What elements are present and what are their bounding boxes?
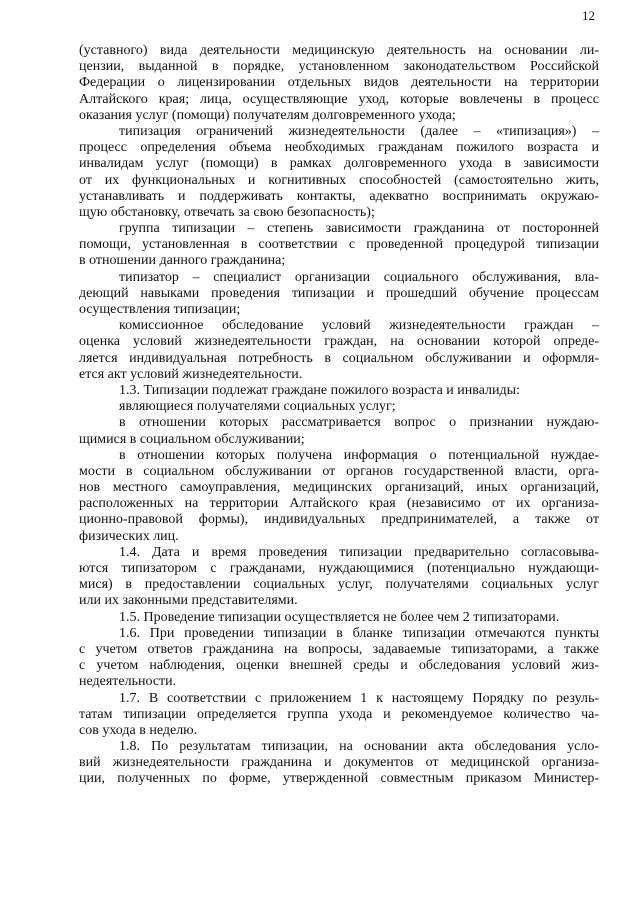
text-line: в отношении данного гражданина;	[79, 253, 286, 269]
text-line: 1.3. Типизации подлежат граждане пожилого возраста и инвалиды:	[119, 382, 520, 398]
text-line: ются типизатором с гражданами, нуждающимися (потенциально нуждающи-	[79, 561, 599, 576]
text-line: в отношении которых рассматривается вопрос о признании нуждаю-	[119, 415, 599, 431]
text-line: с учетом наблюдения, оценки внешней среды и обследования условий жиз-	[79, 658, 599, 674]
text-line: комиссионное обследование условий жизнедеятельности граждан –	[119, 318, 599, 334]
text-line: 1.7. В соответствии с приложением 1 к настоящему Порядку по резуль-	[119, 690, 599, 706]
text-line: ется акт условий жизнедеятельности.	[79, 366, 303, 382]
page-number: 12	[582, 8, 595, 23]
text-line: процесс определения объема необходимых гражданам пожилого возраста и	[79, 140, 599, 156]
text-line: деющий навыками проведения типизации и прошедший обучение процессам	[79, 285, 599, 301]
text-line: сов ухода в неделю.	[79, 722, 198, 738]
text-line: осуществления типизации;	[79, 302, 241, 317]
text-line: 1.8. По результатам типизации, на основании акта обследования усло-	[119, 739, 599, 755]
document-body	[79, 43, 599, 788]
text-line: 1.6. При проведении типизации в бланке типизации отмечаются пункты	[119, 625, 599, 641]
text-line: расположенных на территории Алтайского края (независимо от их организа-	[79, 496, 599, 512]
text-line: ляется индивидуальная потребность в социальном обслуживании и оформля-	[79, 350, 599, 366]
text-line: типизация ограничений жизнедеятельности (далее – «типизация») –	[119, 123, 599, 139]
text-line: 1.5. Проведение типизации осуществляется не более чем 2 типизаторами.	[119, 609, 560, 625]
text-line: с учетом ответов гражданина на вопросы, задаваемые типизаторами, а также	[79, 641, 599, 657]
text-line: от их функциональных и когнитивных способностей (самостоятельно жить,	[79, 172, 599, 188]
text-line: физических лиц.	[79, 528, 179, 544]
text-line: мости в социальном обслуживании от органов государственной власти, орга-	[79, 463, 599, 479]
text-line: мися) в предоставлении социальных услуг, получателями социальных услуг	[79, 577, 599, 593]
text-line: ции, полученных по форме, утвержденной совместным приказом Министер-	[79, 771, 599, 787]
text-line: или их законными представителями.	[79, 593, 298, 609]
text-line: щую обстановку, отвечать за свою безопасность);	[79, 204, 375, 220]
text-line: (уставного) вида деятельности медицинскую деятельность на основании ли-	[79, 43, 599, 58]
text-line: цензии, выданной в порядке, установленном законодательством Российской	[79, 59, 599, 75]
text-line: Федерации о лицензировании отдельных видов деятельности на территории	[79, 75, 599, 91]
text-line: оказания услуг (помощи) получателям долговременного ухода;	[79, 107, 456, 123]
text-line: устанавливать и поддерживать контакты, адекватно воспринимать окружаю-	[79, 188, 599, 204]
text-line: щимися в социальном обслуживании;	[79, 431, 305, 447]
text-line: инвалидам услуг (помощи) в рамках долговременного ухода в зависимости	[79, 156, 599, 172]
text-line: являющиеся получателями социальных услуг;	[119, 399, 396, 415]
text-line: группа типизации – степень зависимости гражданина от посторонней	[119, 221, 599, 237]
text-line: помощи, установленная в соответствии с проведенной процедурой типизации	[79, 237, 599, 253]
text-line: 1.4. Дата и время проведения типизации предварительно согласовыва-	[119, 544, 599, 560]
text-line: в отношении которых получена информация о потенциальной нуждае-	[119, 447, 599, 463]
text-line: типизатор – специалист организации социального обслуживания, вла-	[119, 269, 599, 285]
text-line: оценка условий жизнедеятельности граждан, на основании которой опреде-	[79, 334, 599, 350]
text-line: недеятельности.	[79, 674, 177, 690]
text-line: ционно-правовой формы), индивидуальных предпринимателей, а также от	[79, 512, 599, 528]
text-line: татам типизации определяется группа ухода и рекомендуемое количество ча-	[79, 706, 599, 722]
text-line: нов местного самоуправления, медицинских организаций, иных организаций,	[79, 480, 599, 496]
text-line: вий жизнедеятельности гражданина и документов от медицинской организа-	[79, 755, 599, 771]
text-line: Алтайского края; лица, осуществляющие уход, которые вовлечены в процесс	[79, 91, 599, 107]
